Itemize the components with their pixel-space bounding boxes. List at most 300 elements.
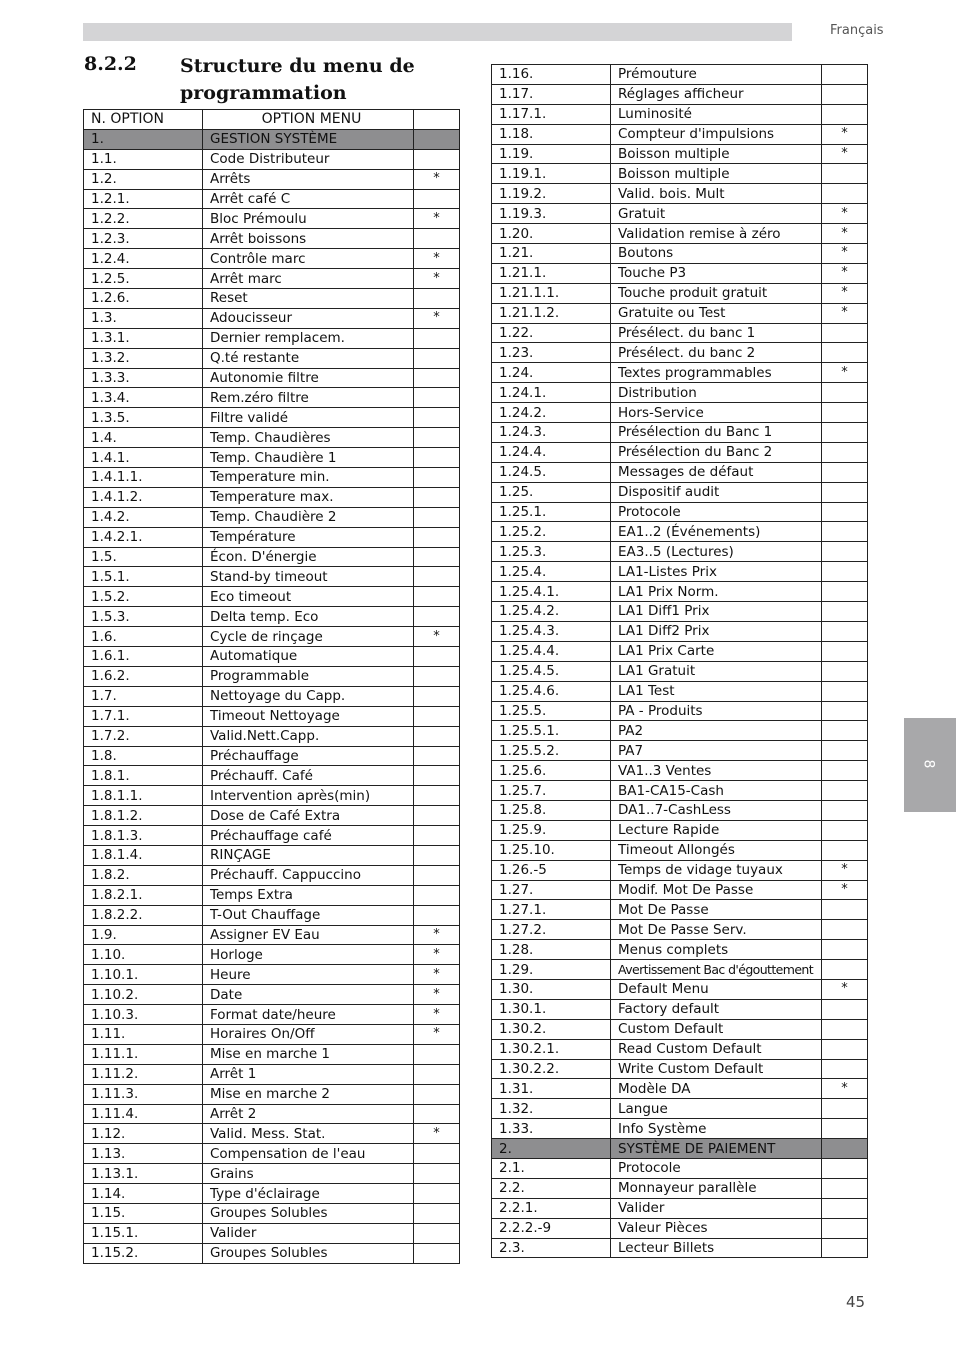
option-number: 1.3. xyxy=(84,308,203,328)
table-row xyxy=(492,224,868,244)
option-flag xyxy=(414,328,460,348)
option-flag xyxy=(414,686,460,706)
option-number: 1.31. xyxy=(492,1079,611,1099)
table-row xyxy=(84,607,460,627)
option-label: Programmable xyxy=(203,666,414,686)
table-row xyxy=(492,721,868,741)
option-flag xyxy=(822,641,868,661)
table-row xyxy=(84,408,460,428)
table-row xyxy=(492,204,868,224)
option-flag xyxy=(822,104,868,124)
chapter-tab-label: 8 xyxy=(920,759,937,769)
option-flag xyxy=(414,1144,460,1164)
option-label: Hors-Service xyxy=(611,403,822,423)
option-number: 1.24. xyxy=(492,363,611,383)
table-row xyxy=(492,960,868,980)
option-label: Température xyxy=(203,527,414,547)
table-row xyxy=(84,925,460,945)
option-number: 1. xyxy=(84,129,203,149)
option-number: 1.5.1. xyxy=(84,567,203,587)
table-row xyxy=(492,840,868,860)
table-row xyxy=(84,1164,460,1184)
option-label: Compensation de l'eau xyxy=(203,1144,414,1164)
option-flag xyxy=(414,527,460,547)
option-label: Default Menu xyxy=(611,979,822,999)
option-number: 1.7.1. xyxy=(84,706,203,726)
option-label: Reset xyxy=(203,289,414,309)
option-flag xyxy=(822,84,868,104)
option-label: Arrêt boissons xyxy=(203,229,414,249)
option-label: PA7 xyxy=(611,741,822,761)
option-flag xyxy=(414,567,460,587)
table-row xyxy=(84,567,460,587)
option-label: Présélect. du banc 1 xyxy=(611,323,822,343)
option-label: Touche produit gratuit xyxy=(611,283,822,303)
option-flag: * xyxy=(414,308,460,328)
section-number: 8.2.2 xyxy=(84,53,137,75)
option-flag xyxy=(822,65,868,85)
option-flag xyxy=(414,1184,460,1204)
option-number: 1.2.2. xyxy=(84,209,203,229)
option-flag xyxy=(822,940,868,960)
option-number: 1.2.6. xyxy=(84,289,203,309)
table-row xyxy=(492,582,868,602)
table-row xyxy=(492,144,868,164)
option-number: 1.11. xyxy=(84,1024,203,1044)
table-row xyxy=(84,249,460,269)
table-row xyxy=(84,786,460,806)
option-label: LA1 Test xyxy=(611,681,822,701)
option-number: 1.1. xyxy=(84,149,203,169)
table-row xyxy=(84,666,460,686)
option-number: 1.3.5. xyxy=(84,408,203,428)
table-group-row xyxy=(84,129,460,149)
option-label: Protocole xyxy=(611,1158,822,1178)
language-label: Français xyxy=(830,23,884,38)
option-number: 1.3.1. xyxy=(84,328,203,348)
table-row xyxy=(84,448,460,468)
table-row xyxy=(492,343,868,363)
table-row xyxy=(492,65,868,85)
option-label: Modif. Mot De Passe xyxy=(611,880,822,900)
option-number: 1.25.4.3. xyxy=(492,621,611,641)
option-flag xyxy=(822,522,868,542)
option-label: LA1 Prix Norm. xyxy=(611,582,822,602)
option-label: Heure xyxy=(203,965,414,985)
table-row xyxy=(492,1178,868,1198)
option-number: 1.21.1.1. xyxy=(492,283,611,303)
table-row xyxy=(492,681,868,701)
option-number: 1.22. xyxy=(492,323,611,343)
option-number: 1.2. xyxy=(84,169,203,189)
option-label: Présélect. du banc 2 xyxy=(611,343,822,363)
option-number: 1.29. xyxy=(492,960,611,980)
option-label: Arrêt marc xyxy=(203,269,414,289)
option-label: Lecture Rapide xyxy=(611,820,822,840)
option-flag xyxy=(822,582,868,602)
table-row xyxy=(492,741,868,761)
option-flag: * xyxy=(414,985,460,1005)
table-row xyxy=(492,383,868,403)
table-row xyxy=(84,189,460,209)
option-label: Lecteur Billets xyxy=(611,1238,822,1258)
table-row xyxy=(492,522,868,542)
option-flag xyxy=(822,1119,868,1139)
table-row xyxy=(492,820,868,840)
option-flag xyxy=(414,1084,460,1104)
option-label: Arrêt café C xyxy=(203,189,414,209)
option-flag xyxy=(414,1044,460,1064)
option-flag xyxy=(414,289,460,309)
option-label: Timeout Nettoyage xyxy=(203,706,414,726)
option-flag xyxy=(822,621,868,641)
option-label: Rem.zéro filtre xyxy=(203,388,414,408)
table-row xyxy=(84,289,460,309)
option-number: 1.30.2.1. xyxy=(492,1039,611,1059)
option-label: Valider xyxy=(611,1198,822,1218)
option-number: 1.4.2. xyxy=(84,507,203,527)
option-flag: * xyxy=(414,209,460,229)
menu-table-right xyxy=(491,64,868,1258)
option-label: Eco timeout xyxy=(203,587,414,607)
option-number: 1.8. xyxy=(84,746,203,766)
option-number: 1.3.4. xyxy=(84,388,203,408)
option-label: Intervention après(min) xyxy=(203,786,414,806)
option-label: Boisson multiple xyxy=(611,144,822,164)
option-number: 1.18. xyxy=(492,124,611,144)
table-row xyxy=(492,263,868,283)
option-flag xyxy=(414,487,460,507)
table-row xyxy=(492,1099,868,1119)
option-flag xyxy=(414,1104,460,1124)
option-number: 1.25.10. xyxy=(492,840,611,860)
option-flag xyxy=(414,1223,460,1243)
option-number: 2.2.2.-9 xyxy=(492,1218,611,1238)
option-number: 1.7. xyxy=(84,686,203,706)
option-number: 1.17.1. xyxy=(492,104,611,124)
table-row xyxy=(492,562,868,582)
option-flag xyxy=(822,1039,868,1059)
option-number: 1.15.1. xyxy=(84,1223,203,1243)
table-row xyxy=(84,627,460,647)
option-flag xyxy=(822,960,868,980)
option-flag xyxy=(822,1139,868,1159)
option-flag: * xyxy=(414,169,460,189)
table-row xyxy=(492,900,868,920)
option-label: Info Système xyxy=(611,1119,822,1139)
table-row xyxy=(84,1104,460,1124)
option-flag xyxy=(822,701,868,721)
option-label: Grains xyxy=(203,1164,414,1184)
option-number: 1.25.8. xyxy=(492,800,611,820)
option-label: Préchauff. Café xyxy=(203,766,414,786)
option-number: 2.1. xyxy=(492,1158,611,1178)
option-label: Présélection du Banc 1 xyxy=(611,423,822,443)
table-row xyxy=(84,766,460,786)
option-number: 2.2. xyxy=(492,1178,611,1198)
table-row xyxy=(492,999,868,1019)
option-number: 1.25.6. xyxy=(492,761,611,781)
option-label: Préchauffage café xyxy=(203,826,414,846)
option-number: 1.10. xyxy=(84,945,203,965)
option-label: PA - Produits xyxy=(611,701,822,721)
option-flag xyxy=(414,229,460,249)
table-row xyxy=(84,686,460,706)
option-number: 1.25.9. xyxy=(492,820,611,840)
option-label: Adoucisseur xyxy=(203,308,414,328)
option-flag: * xyxy=(414,269,460,289)
table-row xyxy=(492,283,868,303)
option-number: 1.27.1. xyxy=(492,900,611,920)
table-row xyxy=(84,547,460,567)
option-label: SYSTÈME DE PAIEMENT xyxy=(611,1139,822,1159)
table-row xyxy=(84,865,460,885)
option-number: 1.25.4.2. xyxy=(492,602,611,622)
option-label: Assigner EV Eau xyxy=(203,925,414,945)
option-flag xyxy=(414,1064,460,1084)
table-row xyxy=(84,845,460,865)
table-row xyxy=(84,527,460,547)
option-flag xyxy=(822,840,868,860)
option-number: 1.25.7. xyxy=(492,781,611,801)
table-row xyxy=(84,1144,460,1164)
option-number: 1.25.4. xyxy=(492,562,611,582)
option-label: Gratuit xyxy=(611,204,822,224)
option-number: 1.15.2. xyxy=(84,1243,203,1263)
option-label: LA1 Diff1 Prix xyxy=(611,602,822,622)
table-row xyxy=(84,348,460,368)
option-number: 1.27.2. xyxy=(492,920,611,940)
option-number: 1.24.4. xyxy=(492,442,611,462)
option-flag xyxy=(414,806,460,826)
option-label: Horloge xyxy=(203,945,414,965)
table-row xyxy=(84,229,460,249)
option-number: 1.27. xyxy=(492,880,611,900)
header-option-number: N. OPTION xyxy=(84,110,203,130)
table-row xyxy=(492,184,868,204)
option-label: VA1..3 Ventes xyxy=(611,761,822,781)
table-row xyxy=(492,403,868,423)
chapter-tab xyxy=(904,718,956,812)
option-flag: * xyxy=(822,124,868,144)
option-label: Type d'éclairage xyxy=(203,1184,414,1204)
option-number: 1.25.4.5. xyxy=(492,661,611,681)
option-flag xyxy=(414,905,460,925)
table-row xyxy=(492,1238,868,1258)
table-row xyxy=(492,442,868,462)
option-number: 1.25.3. xyxy=(492,542,611,562)
option-flag xyxy=(414,766,460,786)
option-label: Gratuite ou Test xyxy=(611,303,822,323)
option-flag xyxy=(414,786,460,806)
table-row xyxy=(84,985,460,1005)
table-row xyxy=(84,1064,460,1084)
option-flag xyxy=(822,741,868,761)
option-number: 1.8.1. xyxy=(84,766,203,786)
option-label: PA2 xyxy=(611,721,822,741)
table-row xyxy=(84,806,460,826)
table-row xyxy=(492,1039,868,1059)
option-flag xyxy=(414,666,460,686)
option-flag xyxy=(822,502,868,522)
option-flag: * xyxy=(414,249,460,269)
option-label: T-Out Chauffage xyxy=(203,905,414,925)
option-label: Présélection du Banc 2 xyxy=(611,442,822,462)
option-number: 1.25.2. xyxy=(492,522,611,542)
option-label: Langue xyxy=(611,1099,822,1119)
table-row xyxy=(84,507,460,527)
option-label: Valeur Pièces xyxy=(611,1218,822,1238)
option-label: Messages de défaut xyxy=(611,462,822,482)
option-number: 1.14. xyxy=(84,1184,203,1204)
table-group-row xyxy=(492,1139,868,1159)
option-flag xyxy=(822,900,868,920)
option-number: 2.2.1. xyxy=(492,1198,611,1218)
option-flag xyxy=(822,999,868,1019)
option-flag xyxy=(822,920,868,940)
option-flag xyxy=(414,348,460,368)
option-label: Contrôle marc xyxy=(203,249,414,269)
option-flag xyxy=(414,149,460,169)
option-flag: * xyxy=(822,1079,868,1099)
option-flag: * xyxy=(822,144,868,164)
option-label: Date xyxy=(203,985,414,1005)
table-row xyxy=(492,701,868,721)
option-label: Boutons xyxy=(611,244,822,264)
option-flag xyxy=(822,602,868,622)
option-flag xyxy=(414,468,460,488)
option-number: 1.9. xyxy=(84,925,203,945)
option-number: 1.5.3. xyxy=(84,607,203,627)
option-flag xyxy=(414,647,460,667)
option-flag xyxy=(414,448,460,468)
table-row xyxy=(492,940,868,960)
table-row xyxy=(84,1203,460,1223)
option-number: 1.4. xyxy=(84,428,203,448)
option-number: 1.8.1.2. xyxy=(84,806,203,826)
option-label: Dispositif audit xyxy=(611,482,822,502)
table-row xyxy=(492,602,868,622)
option-label: Touche P3 xyxy=(611,263,822,283)
option-number: 1.13. xyxy=(84,1144,203,1164)
option-label: DA1..7-CashLess xyxy=(611,800,822,820)
option-number: 1.3.2. xyxy=(84,348,203,368)
table-row xyxy=(492,1019,868,1039)
option-flag: * xyxy=(414,627,460,647)
option-flag xyxy=(414,428,460,448)
option-flag xyxy=(822,423,868,443)
option-flag xyxy=(822,1178,868,1198)
table-row xyxy=(492,1158,868,1178)
table-row xyxy=(84,905,460,925)
option-flag: * xyxy=(414,965,460,985)
table-header-row xyxy=(84,110,460,130)
header-bar xyxy=(83,23,792,41)
table-row xyxy=(84,746,460,766)
option-number: 1.30.2. xyxy=(492,1019,611,1039)
option-flag: * xyxy=(414,925,460,945)
table-row xyxy=(84,269,460,289)
option-label: Custom Default xyxy=(611,1019,822,1039)
option-number: 1.7.2. xyxy=(84,726,203,746)
option-flag xyxy=(414,865,460,885)
option-flag xyxy=(822,681,868,701)
option-number: 1.2.5. xyxy=(84,269,203,289)
table-row xyxy=(84,726,460,746)
option-number: 1.25.1. xyxy=(492,502,611,522)
option-number: 1.8.2. xyxy=(84,865,203,885)
table-row xyxy=(84,368,460,388)
option-flag xyxy=(822,761,868,781)
option-number: 1.6.2. xyxy=(84,666,203,686)
option-label: Luminosité xyxy=(611,104,822,124)
option-number: 1.3.3. xyxy=(84,368,203,388)
option-number: 1.8.1.1. xyxy=(84,786,203,806)
option-flag xyxy=(822,781,868,801)
option-flag xyxy=(822,1099,868,1119)
table-row xyxy=(84,209,460,229)
table-row xyxy=(492,323,868,343)
table-row xyxy=(492,800,868,820)
option-label: Filtre validé xyxy=(203,408,414,428)
option-label: EA3..5 (Lectures) xyxy=(611,542,822,562)
option-label: Temps de vidage tuyaux xyxy=(611,860,822,880)
option-label: Temps Extra xyxy=(203,885,414,905)
option-flag xyxy=(822,1019,868,1039)
option-label: Écon. D'énergie xyxy=(203,547,414,567)
table-row xyxy=(492,244,868,264)
option-label: LA1 Prix Carte xyxy=(611,641,822,661)
option-label: Horaires On/Off xyxy=(203,1024,414,1044)
option-flag xyxy=(822,1218,868,1238)
table-row xyxy=(84,706,460,726)
header-option-menu: OPTION MENU xyxy=(203,110,414,130)
table-row xyxy=(492,363,868,383)
option-label: Code Distributeur xyxy=(203,149,414,169)
option-label: Valid.Nett.Capp. xyxy=(203,726,414,746)
option-label: Factory default xyxy=(611,999,822,1019)
option-flag xyxy=(822,542,868,562)
option-flag: * xyxy=(414,1005,460,1025)
option-flag xyxy=(822,562,868,582)
option-number: 1.30.2.2. xyxy=(492,1059,611,1079)
option-flag xyxy=(822,323,868,343)
table-row xyxy=(492,482,868,502)
table-row xyxy=(492,1119,868,1139)
option-label: Monnayeur parallèle xyxy=(611,1178,822,1198)
header-flag xyxy=(414,110,460,130)
option-number: 1.4.1. xyxy=(84,448,203,468)
option-flag xyxy=(414,746,460,766)
table-row xyxy=(84,1223,460,1243)
option-number: 1.20. xyxy=(492,224,611,244)
option-flag xyxy=(414,507,460,527)
table-row xyxy=(492,502,868,522)
option-number: 1.33. xyxy=(492,1119,611,1139)
option-flag: * xyxy=(822,979,868,999)
option-flag xyxy=(822,462,868,482)
option-label: Protocole xyxy=(611,502,822,522)
option-number: 1.5. xyxy=(84,547,203,567)
table-row xyxy=(492,1079,868,1099)
table-row xyxy=(492,542,868,562)
option-label: Groupes Solubles xyxy=(203,1203,414,1223)
option-number: 1.25.4.1. xyxy=(492,582,611,602)
table-row xyxy=(84,428,460,448)
option-label: Format date/heure xyxy=(203,1005,414,1025)
option-label: Autonomie filtre xyxy=(203,368,414,388)
option-number: 1.24.1. xyxy=(492,383,611,403)
